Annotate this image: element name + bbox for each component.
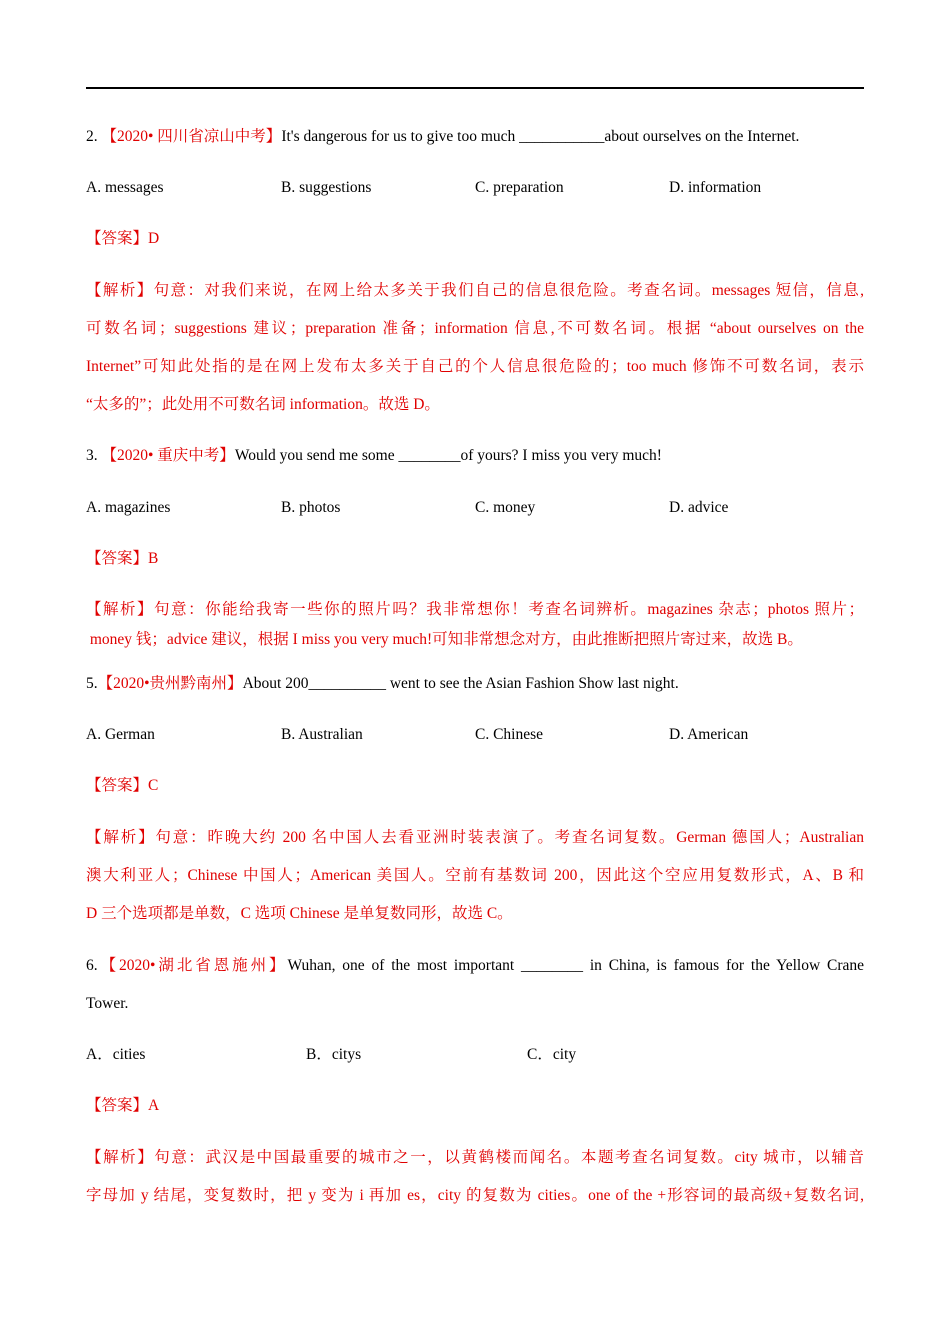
question-5-stem	[86, 673, 864, 695]
question-6-stem	[86, 955, 864, 977]
question-5-option-d: D. American	[669, 726, 749, 743]
question-2-analysis-line-1: 【解析】句意：对我们来说，在网上给太多关于我们自己的信息很危险。考查名词。messages 短信，信息,	[86, 282, 864, 299]
question-6-answer: 【答案】A	[86, 1097, 160, 1114]
question-2-stem	[86, 126, 864, 148]
question-5-number: 5.	[86, 675, 98, 692]
question-5-analysis-line-1: 【解析】句意：昨晚大约 200 名中国人去看亚洲时装表演了。考查名词复数。German 德国人；Australian	[86, 829, 864, 846]
question-3-option-c: C. money	[475, 499, 536, 516]
question-3-source-tag: 【2020• 重庆中考】	[101, 447, 235, 464]
question-6-analysis-line-2: 字母加 y 结尾，变复数时，把 y 变为 i 再加 es，city 的复数为 cities。one of the +形容词的最高级+复数名词,	[86, 1187, 864, 1204]
question-2-number: 2.	[86, 128, 98, 145]
question-5-source-tag: 【2020•贵州黔南州】	[97, 675, 243, 692]
question-2-answer: 【答案】D	[86, 230, 160, 247]
question-6-source-tag: 【2020•湖北省恩施州】	[97, 957, 288, 974]
question-5-analysis-line-2: 澳大利亚人；Chinese 中国人；American 美国人。空前有基数词 200，因此这个空应用复数形式，A、B 和	[86, 867, 864, 884]
question-3-stem	[86, 445, 864, 467]
question-5-option-b: B. Australian	[281, 726, 363, 743]
question-3-option-b: B. photos	[281, 499, 341, 516]
question-2-analysis-line-3: Internet”可知此处指的是在网上发布太多关于自己的个人信息很危险的；too much 修饰不可数名词，表示	[86, 358, 864, 375]
question-3-option-d: D. advice	[669, 499, 729, 516]
question-6-text: Wuhan, one of the most important ________ in China, is famous for the Yellow Crane	[287, 957, 864, 974]
question-2-option-c: C. preparation	[475, 179, 564, 196]
question-2-source-tag: 【2020• 四川省凉山中考】	[101, 128, 282, 145]
question-5-analysis-line-3: D 三个选项都是单数，C 选项 Chinese 是单复数同形，故选 C。	[86, 905, 513, 922]
question-2-analysis-line-4: “太多的”；此处用不可数名词 information。故选 D。	[86, 396, 440, 413]
question-6-number: 6.	[86, 957, 98, 974]
question-5-text: About 200__________ went to see the Asian Fashion Show last night.	[242, 675, 679, 692]
question-6-option-a: A．cities	[86, 1046, 146, 1063]
question-3-text: Would you send me some ________of yours? I miss you very much!	[234, 447, 662, 464]
question-3-analysis-line-2: money 钱；advice 建议，根据 I miss you very much!可知非常想念对方，由此推断把照片寄过来，故选 B。	[86, 631, 803, 648]
question-5-answer: 【答案】C	[86, 777, 159, 794]
question-3-option-a: A. magazines	[86, 499, 171, 516]
question-2-text: It's dangerous for us to give too much ___________about ourselves on the Internet.	[281, 128, 800, 145]
question-2-option-a: A. messages	[86, 179, 164, 196]
header-rule	[86, 87, 864, 89]
question-6-analysis-line-1: 【解析】句意：武汉是中国最重要的城市之一，以黄鹤楼而闻名。本题考查名词复数。city 城市，以辅音	[86, 1149, 864, 1166]
question-2-option-b: B. suggestions	[281, 179, 372, 196]
question-3-answer: 【答案】B	[86, 550, 159, 567]
question-3-analysis-line-1: 【解析】句意：你能给我寄一些你的照片吗？我非常想你！考查名词辨析。magazines 杂志；photos 照片；	[86, 601, 864, 618]
question-5-option-a: A. German	[86, 726, 155, 743]
question-6-option-b: B．citys	[306, 1046, 362, 1063]
question-2-option-d: D. information	[669, 179, 762, 196]
question-5-option-c: C. Chinese	[475, 726, 544, 743]
question-3-number: 3.	[86, 447, 98, 464]
question-6-option-c: C．city	[527, 1046, 577, 1063]
question-2-analysis-line-2: 可数名词；suggestions 建议；preparation 准备；information 信息,不可数名词。根据 “about ourselves on the	[86, 320, 864, 337]
question-6-stem-continued: Tower.	[86, 995, 129, 1012]
